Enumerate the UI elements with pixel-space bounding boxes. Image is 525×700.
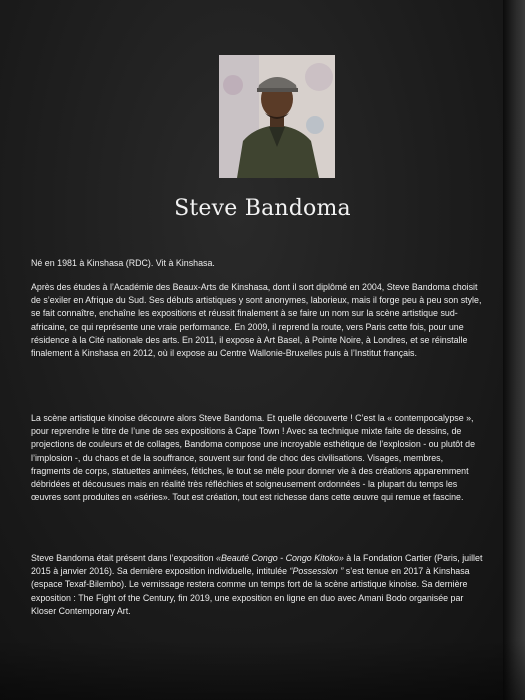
bio-paragraph-1: Après des études à l’Académie des Beaux-Arts de Kinshasa, dont il sort diplômé en 2004, Steve Bandoma choisit de s’exiler en Afrique du Sud. Ses débuts artistiques y sont anonymes, laborieux, mais il forge peu à peu son style, se fait connaître, enchaîne les expositions et réussit finalement à se faire un nom sur la scène artistique sud-africaine, ce qui représente une vraie performance. En 2009, il reprend la route, vers Paris cette fois, pour une résidence à la Cité nationale des arts. En 2011, il expose à Art Basel, à Pointe Noire, à Londres, et se réinstalle finalement à Kinshasa en 2012, où il expose au Centre Wallonie-Bruxelles puis à l’Institut français. — [31, 282, 482, 359]
bio-paragraph-3-part-2: à la Fondation Cartier (Paris, juillet 2015 à janvier 2016). Sa dernière exposition individuelle, intitulée — [31, 553, 483, 577]
bio-paragraph-3 — [31, 552, 483, 618]
exhibition-title-beaute-congo: «Beauté Congo - Congo Kitoko» — [216, 553, 344, 563]
artist-portrait-photo — [219, 55, 335, 178]
portrait-illustration — [219, 55, 335, 178]
bio-paragraph-3-part-1: Steve Bandoma était présent dans l’exposition — [31, 553, 217, 563]
bio-birth-line: Né en 1981 à Kinshasa (RDC). Vit à Kinshasa. — [31, 258, 215, 268]
page-edge-shadow — [503, 0, 525, 700]
bio-paragraph-2: La scène artistique kinoise découvre alors Steve Bandoma. Et quelle découverte ! C’est la « contempocalypse », pour reprendre le titre de l’une de ses expositions à Cape Town ! Avec sa technique mixte faite de dessins, de projections de couleurs et de collages, Bandoma compose une incroyable esthétique de l’explosion - ou plutôt de l’implosion -, du chaos et de la souffrance, souvent sur fond de choc des civilisations. Visages, membres, fragments de corps, statuettes animées, fétiches, le tout se mêle pour donner vie à des créations apparemment débridées et décousues mais en réalité très réfléchies et soigneusement ordonnées - la plupart du temps les œuvres sont produites en «séries». Tout est création, tout est richesse dans cette œuvre qui remue et fascine. — [31, 413, 476, 503]
artist-name-heading: Steve Bandoma — [174, 196, 351, 221]
bottom-shadow — [0, 640, 525, 700]
exhibition-title-possession: “Possession ” — [289, 566, 344, 577]
bio-paragraph-3-part-3: s’est tenue en 2017 à Kinshasa (espace Texaf-Bilembo). Le vernissage restera comme un temps fort de la scène artistique kinoise. Sa dernière exposition : The Fight of the Century, fin 2019, une exposition en ligne en duo avec Amani Bodo organisée par Kloser Contemporary Art. — [31, 566, 470, 616]
